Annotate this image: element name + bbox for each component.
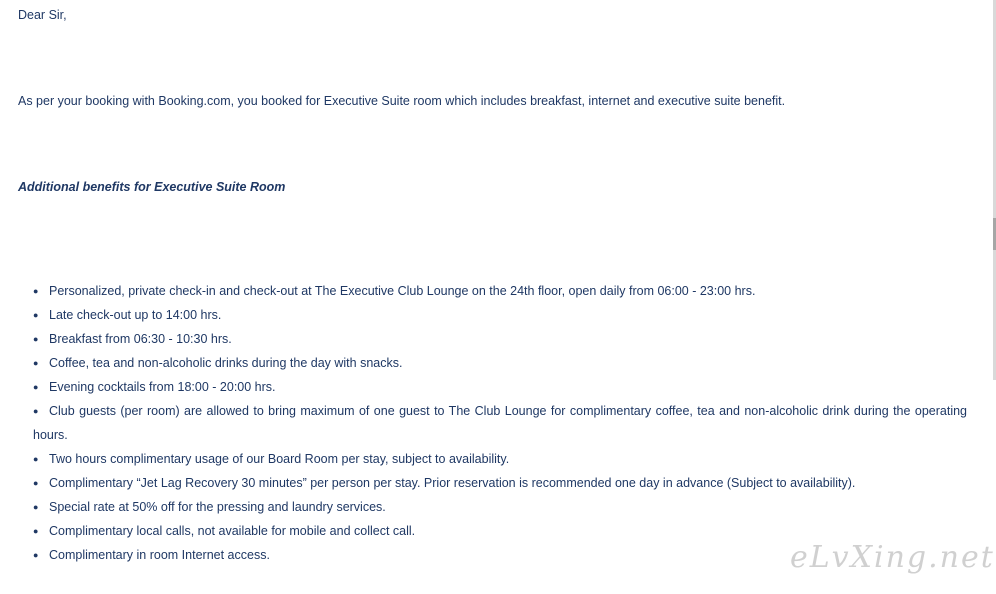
list-item [33,399,967,447]
benefit-text: Complimentary in room Internet access. [49,548,270,562]
bullet-icon: ● [33,502,39,512]
list-item [33,375,967,399]
benefit-text: Special rate at 50% off for the pressing and laundry services. [49,500,386,514]
list-item [33,351,967,375]
benefits-heading: Additional benefits for Executive Suite Room [18,180,286,194]
bullet-icon: ● [33,406,39,416]
benefit-text: Complimentary “Jet Lag Recovery 30 minutes” per person per stay. Prior reservation is recommended one day in advance (Subject to availability). [49,476,856,490]
bullet-icon: ● [33,526,39,536]
list-item [33,447,967,471]
benefit-text: Coffee, tea and non-alcoholic drinks during the day with snacks. [49,356,403,370]
benefit-text: Late check-out up to 14:00 hrs. [49,308,222,322]
benefit-text: Evening cocktails from 18:00 - 20:00 hrs. [49,380,276,394]
bullet-icon: ● [33,358,39,368]
bullet-icon: ● [33,478,39,488]
benefit-text: Personalized, private check-in and check-out at The Executive Club Lounge on the 24th floor, open daily from 06:00 - 23:00 hrs. [49,284,756,298]
bullet-icon: ● [33,334,39,344]
benefit-text: Breakfast from 06:30 - 10:30 hrs. [49,332,232,346]
list-item [33,471,967,495]
bullet-icon: ● [33,454,39,464]
bullet-icon: ● [33,286,39,296]
list-item [33,327,967,351]
bullet-icon: ● [33,550,39,560]
greeting: Dear Sir, [18,8,67,22]
bullet-icon: ● [33,310,39,320]
benefit-text: Two hours complimentary usage of our Board Room per stay, subject to availability. [49,452,510,466]
list-item [33,495,967,519]
benefit-text: Club guests (per room) are allowed to bring maximum of one guest to The Club Lounge for complimentary coffee, tea and non-alcoholic drink during the operating hours. [33,404,967,442]
list-item [33,303,967,327]
watermark-logo: eLvXing.net [790,540,995,575]
benefit-text: Complimentary local calls, not available for mobile and collect call. [49,524,416,538]
list-item [33,279,967,303]
intro-paragraph: As per your booking with Booking.com, you booked for Executive Suite room which includes breakfast, internet and executive suite benefit. [18,94,786,108]
benefits-list [33,279,967,567]
bullet-icon: ● [33,382,39,392]
